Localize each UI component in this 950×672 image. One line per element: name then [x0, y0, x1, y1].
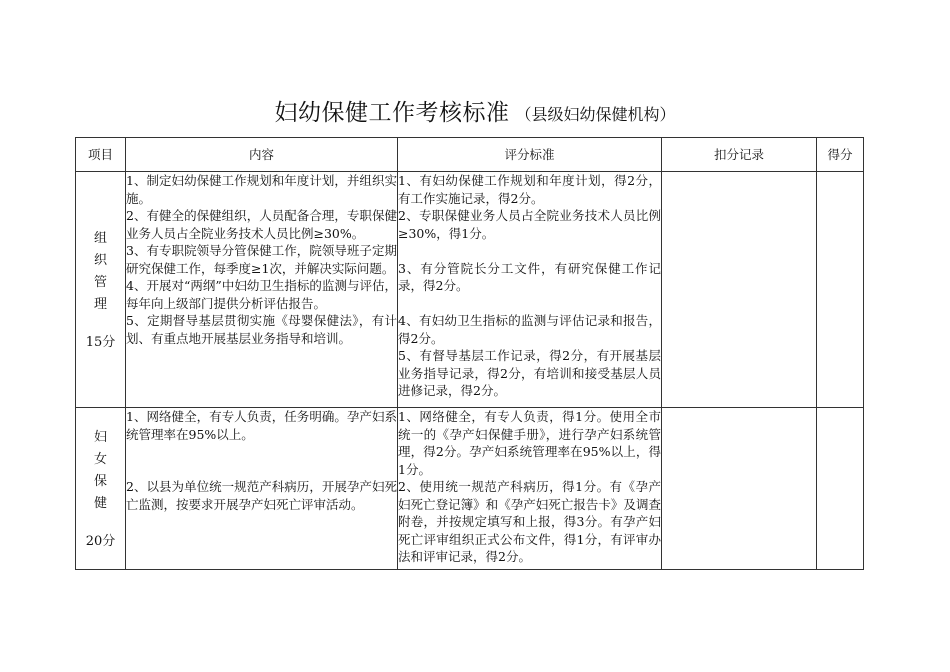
criteria-cell	[398, 172, 662, 408]
content-cell	[126, 408, 398, 570]
header-criteria: 评分标准	[398, 138, 662, 172]
criteria-paragraph: 3、有分管院长分工文件，有研究保健工作记录，得2分。	[398, 260, 661, 293]
page-title: 妇幼保健工作考核标准	[274, 100, 510, 126]
item-score: 15分	[85, 334, 116, 350]
header-content: 内容	[126, 138, 398, 172]
document-title-block	[0, 94, 950, 127]
criteria-paragraph: 4、有妇幼卫生指标的监测与评估记录和报告，得2分。	[398, 313, 661, 346]
content-cell	[126, 172, 398, 408]
table-row	[76, 172, 864, 408]
item-name: 妇女保健	[93, 429, 107, 511]
header-deduction: 扣分记录	[662, 138, 817, 172]
deduction-cell	[662, 172, 817, 408]
table-header-row	[76, 138, 864, 172]
content-paragraph: 5、定期督导基层贯彻实施《母婴保健法》，有计划、有重点地开展基层业务指导和培训。	[126, 313, 397, 346]
paragraph-spacer	[398, 295, 661, 313]
item-cell	[76, 172, 126, 408]
criteria-paragraph: 1、有妇幼保健工作规划和年度计划，得2分，有工作实施记录，得2分。	[398, 173, 661, 206]
content-paragraph: 3、有专职院领导分管保健工作，院领导班子定期研究保健工作，每季度≥1次，并解决实际问题。	[126, 243, 397, 276]
paragraph-spacer	[126, 443, 397, 478]
content-paragraph: 1、网络健全，有专人负责，任务明确。孕产妇系统管理率在95%以上。	[126, 409, 397, 442]
criteria-paragraph: 2、专职保健业务人员占全院业务技术人员比例≥30%，得1分。	[398, 208, 661, 241]
score-cell	[817, 408, 864, 570]
content-paragraph: 1、制定妇幼保健工作规划和年度计划，并组织实施。	[126, 173, 397, 206]
page-subtitle: （县级妇幼保健机构）	[515, 105, 676, 124]
paragraph-spacer	[398, 242, 661, 260]
header-score: 得分	[817, 138, 864, 172]
item-name: 组织管理	[93, 230, 107, 312]
assessment-table	[75, 137, 864, 570]
criteria-paragraph: 2、使用统一规范产科病历，得1分。有《孕产妇死亡登记簿》和《孕产妇死亡报告卡》及调查附卷，并按规定填写和上报，得3分。有孕产妇死亡评审组织正式公布文件，得1分，有评审办法和评审记录，得2分。	[398, 479, 661, 564]
deduction-cell	[662, 408, 817, 570]
score-cell	[817, 172, 864, 408]
header-item: 项目	[76, 138, 126, 172]
criteria-cell	[398, 408, 662, 570]
content-paragraph: 4、开展对“两纲”中妇幼卫生指标的监测与评估，每年向上级部门提供分析评估报告。	[126, 278, 397, 311]
content-paragraph: 2、有健全的保健组织，人员配备合理，专职保健业务人员占全院业务技术人员比例≥30%。	[126, 208, 397, 241]
table-row	[76, 408, 864, 570]
criteria-paragraph: 5、有督导基层工作记录，得2分，有开展基层业务指导记录，得2分，有培训和接受基层人员进修记录，得2分。	[398, 348, 661, 398]
item-score: 20分	[85, 533, 116, 549]
content-paragraph: 2、以县为单位统一规范产科病历，开展孕产妇死亡监测，按要求开展孕产妇死亡评审活动。	[126, 479, 397, 512]
criteria-paragraph: 1、网络健全，有专人负责，得1分。使用全市统一的《孕产妇保健手册》，进行孕产妇系统管理，得2分。孕产妇系统管理率在95%以上，得1分。	[398, 409, 661, 477]
item-cell	[76, 408, 126, 570]
